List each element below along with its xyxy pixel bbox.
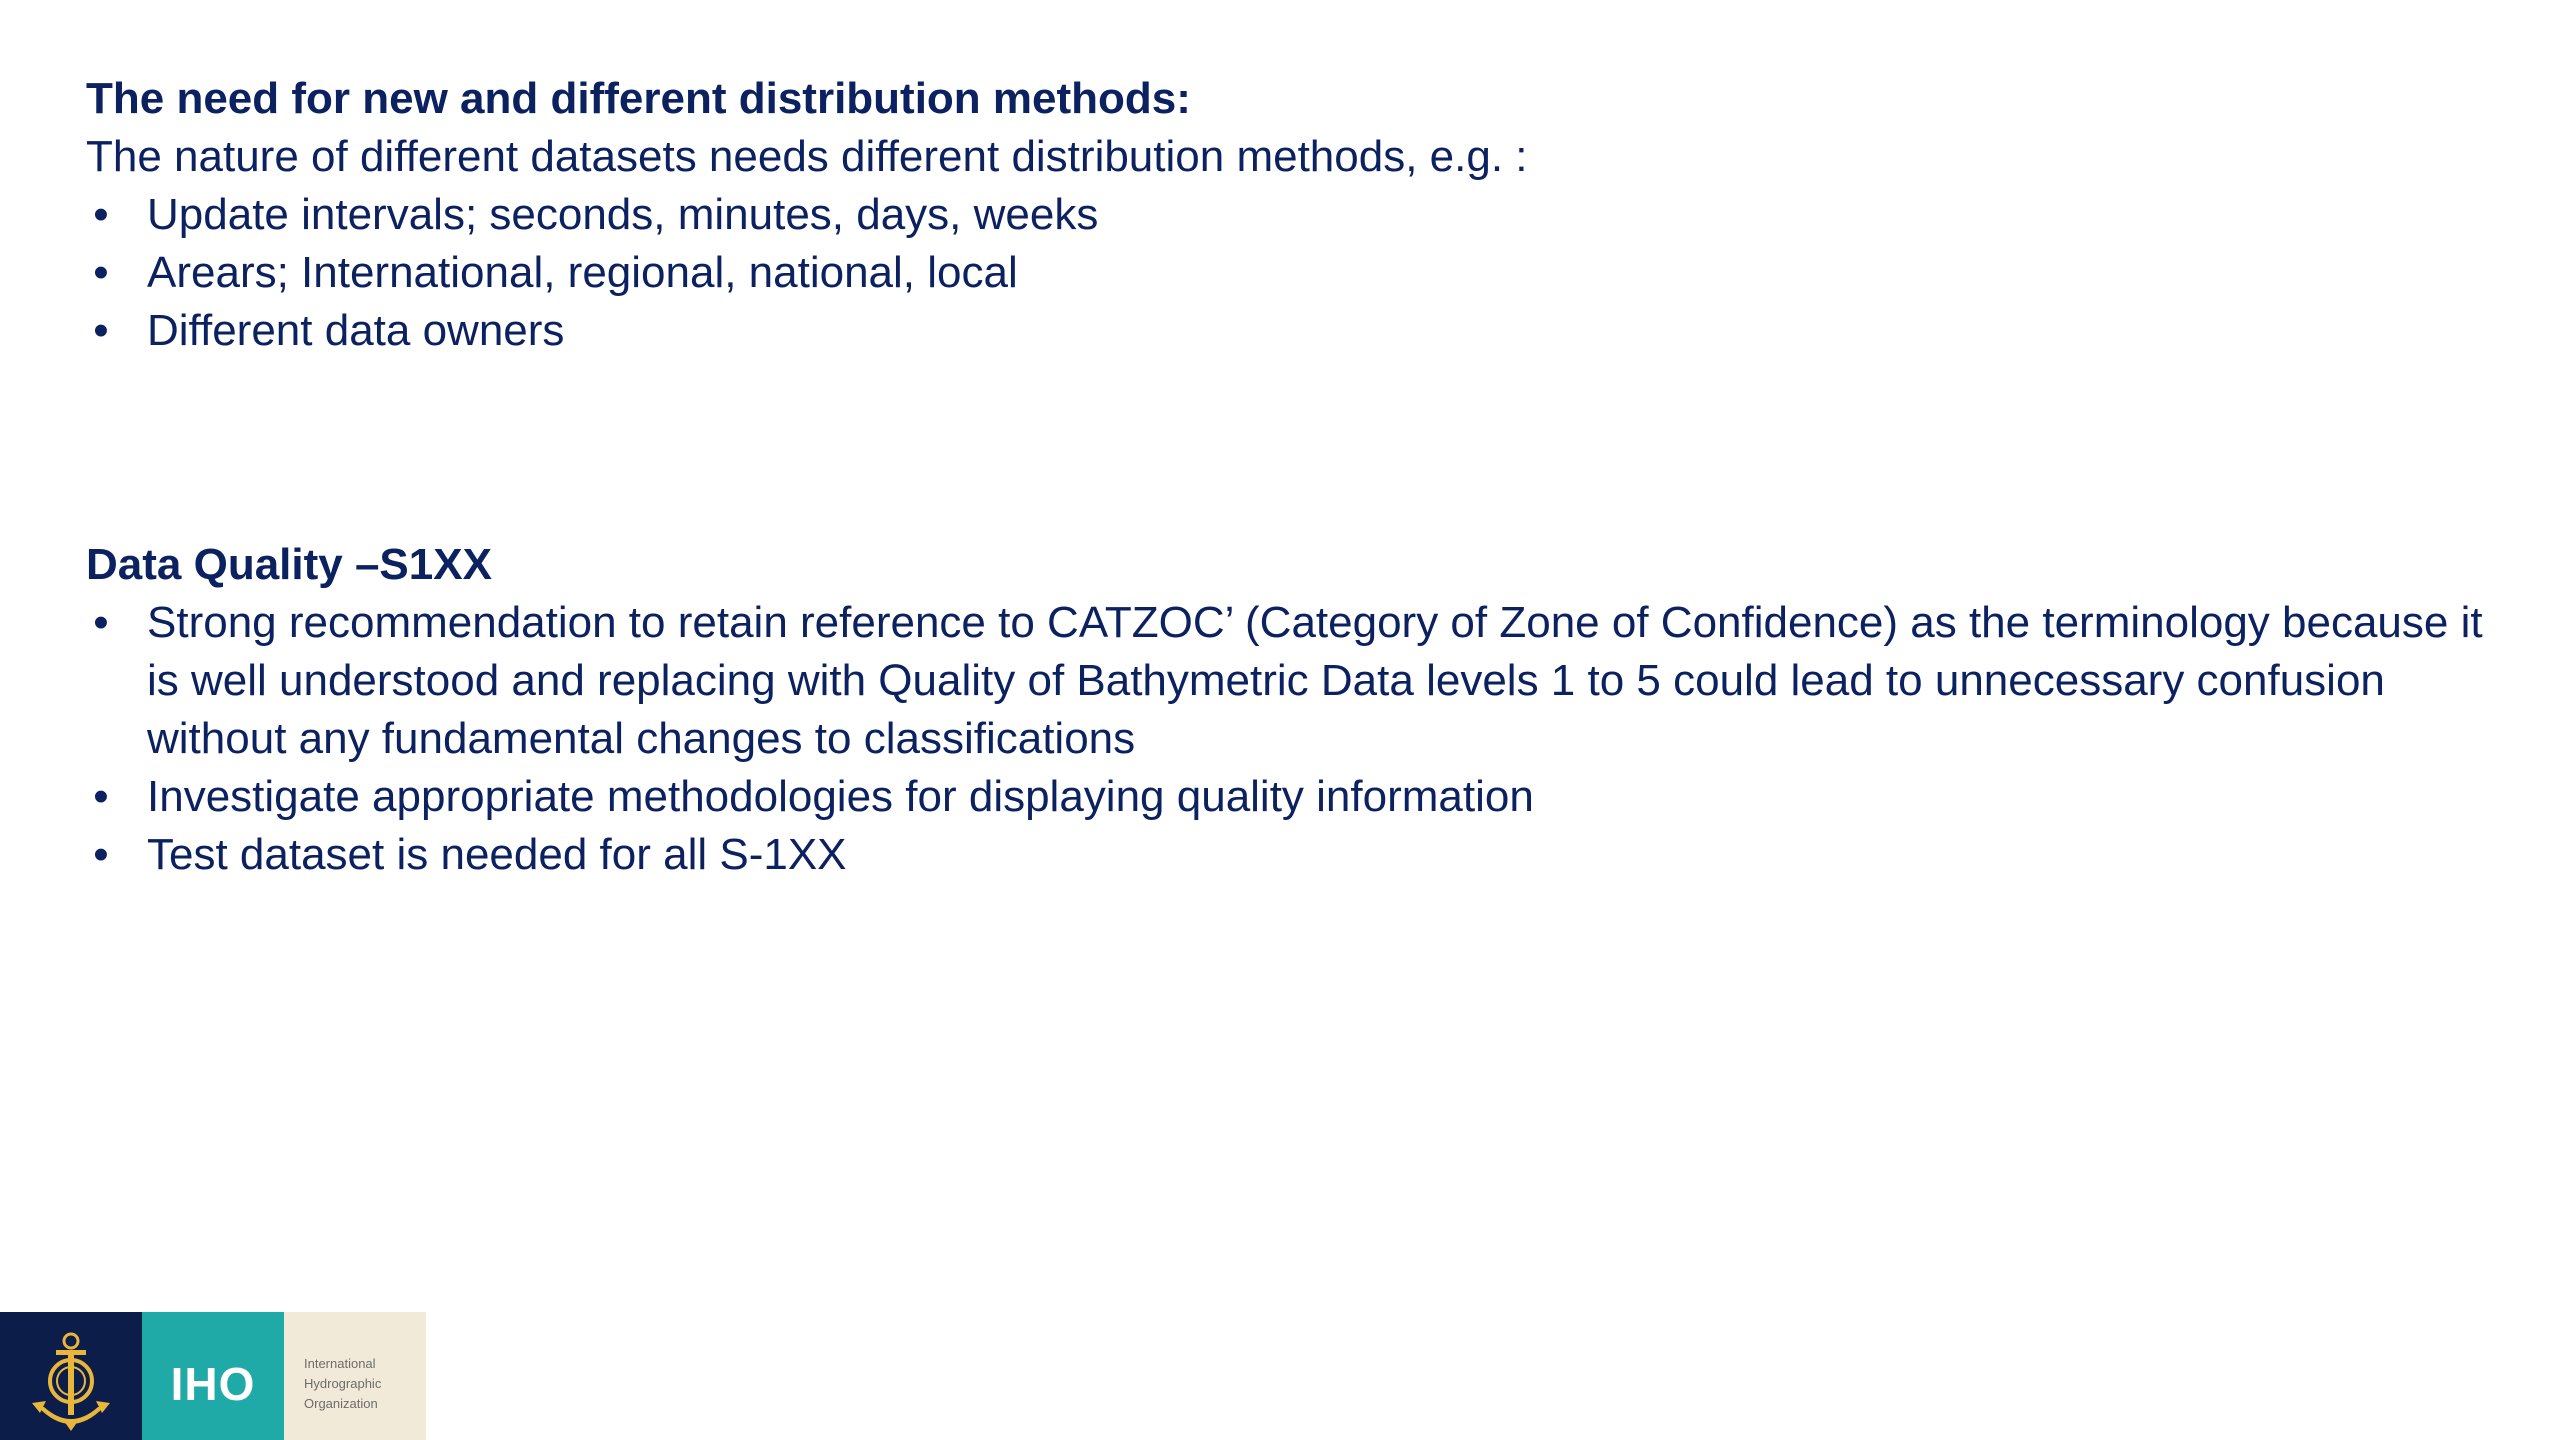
list-item <box>86 594 2506 768</box>
list-item-text: Arears; International, regional, national, local <box>147 248 1018 297</box>
bullet-icon: • <box>93 772 109 821</box>
bullet-icon: • <box>93 598 109 647</box>
logo-organization-name <box>284 1312 426 1440</box>
data-quality-section <box>86 536 2506 884</box>
bullet-icon: • <box>93 306 109 355</box>
list-item <box>86 826 2506 884</box>
bullet-list <box>86 186 2506 360</box>
list-item <box>86 186 2506 244</box>
logo-acronym: IHO <box>142 1312 284 1440</box>
list-item <box>86 302 2506 360</box>
logo-name-line: International <box>304 1356 376 1371</box>
logo-name-line: Organization <box>304 1396 378 1411</box>
list-item-text: Investigate appropriate methodologies for displaying quality information <box>147 772 1534 821</box>
list-item-text: Strong recommendation to retain reference to CATZOC’ (Category of Zone of Confidence) as the terminology because it is well understood and replacing with Quality of Bathymetric Data levels 1 to 5 could lead to unnecessary confusion without any fundamental changes to classifications <box>147 598 2483 763</box>
list-item-text: Update intervals; seconds, minutes, days, weeks <box>147 190 1099 239</box>
bullet-icon: • <box>93 830 109 879</box>
logo-name-line: Hydrographic <box>304 1376 382 1391</box>
list-item-text: Test dataset is needed for all S-1XX <box>147 830 847 879</box>
list-item <box>86 244 2506 302</box>
section-heading: Data Quality –S1XX <box>86 540 492 589</box>
list-item-text: Different data owners <box>147 306 565 355</box>
anchor-emblem-icon <box>0 1312 142 1440</box>
bullet-icon: • <box>93 190 109 239</box>
distribution-methods-section <box>86 70 2506 360</box>
iho-logo <box>0 1312 426 1440</box>
bullet-list <box>86 594 2506 884</box>
list-item <box>86 768 2506 826</box>
bullet-icon: • <box>93 248 109 297</box>
section-heading: The need for new and different distribution methods: <box>86 74 1191 123</box>
section-intro: The nature of different datasets needs different distribution methods, e.g. : <box>86 132 1528 181</box>
